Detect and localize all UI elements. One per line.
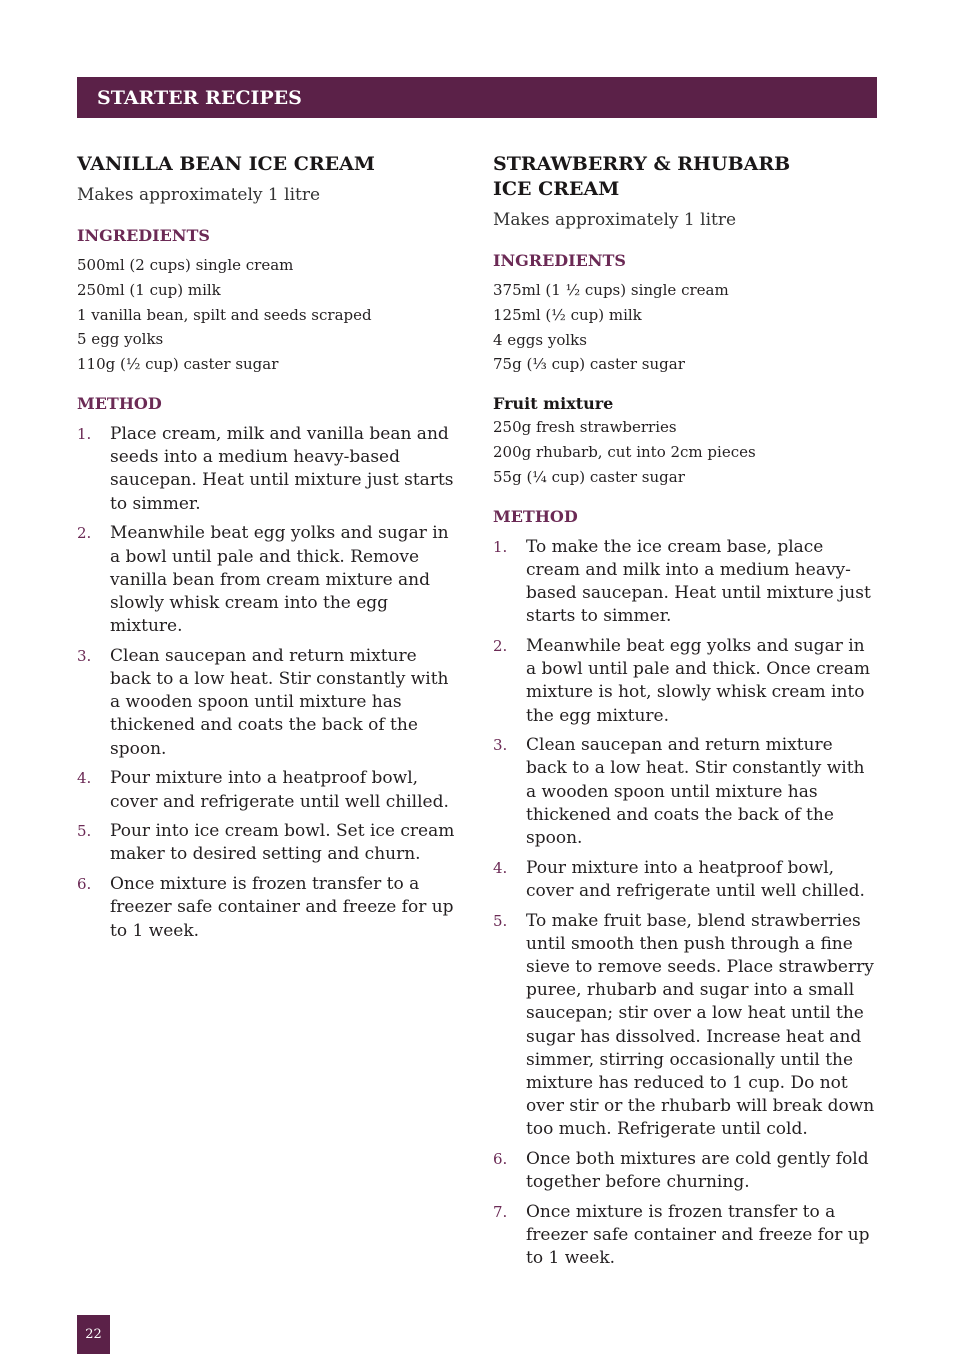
ingredients-heading: INGREDIENTS bbox=[77, 226, 210, 245]
ingredient-item: 55g (¼ cup) caster sugar bbox=[493, 467, 685, 486]
ingredient-item: 1 vanilla bean, spilt and seeds scraped bbox=[77, 305, 372, 324]
step-text: To make the ice cream base, place cream and milk into a medium heavy-based saucepan. Heat until mixture just starts to simmer. bbox=[526, 536, 871, 627]
recipe-strawberry-rhubarb bbox=[493, 152, 877, 1277]
method-step bbox=[77, 873, 461, 943]
step-text: Once both mixtures are cold gently fold together before churning. bbox=[526, 1149, 869, 1193]
ingredient-item: 250ml (1 cup) milk bbox=[77, 280, 221, 299]
recipe-title: STRAWBERRY & RHUBARB ICE CREAM bbox=[493, 153, 791, 200]
step-number: 2. bbox=[77, 524, 92, 543]
step-text: To make fruit base, blend strawberries until smooth then push through a fine sieve to remove seeds. Place strawberry puree, rhubarb and sugar into a small saucepan; stir over a low heat until the sugar has dissolved. Increase heat and simmer, stirring occasionally until the mixture has reduced to 1 cup. Do not over stir or the rhubarb will break down too much. Refrigerate until cold. bbox=[526, 910, 875, 1140]
ingredient-item: 125ml (½ cup) milk bbox=[493, 305, 642, 324]
method-step bbox=[493, 536, 877, 629]
step-text: Pour mixture into a heatproof bowl, cover and refrigerate until well chilled. bbox=[526, 857, 865, 901]
page-number-text: 22 bbox=[85, 1327, 102, 1342]
step-text: Once mixture is frozen transfer to a freezer safe container and freeze for up to 1 week. bbox=[110, 874, 454, 941]
step-number: 4. bbox=[493, 858, 508, 877]
step-text: Once mixture is frozen transfer to a freezer safe container and freeze for up to 1 week. bbox=[526, 1202, 870, 1269]
step-text: Meanwhile beat egg yolks and sugar in a bowl until pale and thick. Once cream mixture is hot, slowly whisk cream into the egg mixture. bbox=[526, 635, 871, 726]
recipe-title: VANILLA BEAN ICE CREAM bbox=[77, 153, 375, 175]
step-number: 2. bbox=[493, 636, 508, 655]
step-number: 6. bbox=[493, 1150, 508, 1169]
method-step bbox=[77, 522, 461, 638]
step-text: Clean saucepan and return mixture back to a low heat. Stir constantly with a wooden spoon until mixture has thickened and coats the back of the spoon. bbox=[110, 645, 449, 759]
method-step bbox=[77, 820, 461, 866]
step-text: Pour mixture into a heatproof bowl, cover and refrigerate until well chilled. bbox=[110, 768, 449, 812]
method-step bbox=[493, 635, 877, 728]
step-number: 4. bbox=[77, 769, 92, 788]
step-number: 5. bbox=[77, 822, 92, 841]
ingredient-item: 500ml (2 cups) single cream bbox=[77, 256, 294, 274]
step-text: Place cream, milk and vanilla bean and seeds into a medium heavy-based saucepan. Heat until mixture just starts to simmer. bbox=[110, 423, 454, 514]
step-text: Pour into ice cream bowl. Set ice cream maker to desired setting and churn. bbox=[110, 821, 455, 865]
step-number: 7. bbox=[493, 1203, 508, 1222]
ingredient-item: 5 egg yolks bbox=[77, 330, 164, 349]
page-number bbox=[77, 1315, 110, 1354]
method-heading: METHOD bbox=[77, 393, 162, 413]
ingredients-list bbox=[77, 253, 461, 377]
ingredient-item: 110g (½ cup) caster sugar bbox=[77, 355, 279, 374]
method-step bbox=[493, 734, 877, 850]
fruit-ingredients-list bbox=[493, 415, 877, 489]
fruit-mixture-heading: Fruit mixture bbox=[493, 394, 614, 414]
step-number: 6. bbox=[77, 875, 92, 894]
recipe-vanilla-bean bbox=[77, 152, 461, 949]
ingredient-item: 75g (⅓ cup) caster sugar bbox=[493, 355, 685, 374]
ingredient-item: 375ml (1 ½ cups) single cream bbox=[493, 281, 729, 299]
step-number: 3. bbox=[77, 646, 92, 665]
ingredients-list bbox=[493, 278, 877, 377]
method-heading: METHOD bbox=[493, 506, 578, 526]
step-number: 1. bbox=[493, 537, 508, 556]
banner-title: STARTER RECIPES bbox=[97, 86, 302, 109]
step-number: 1. bbox=[77, 424, 92, 443]
method-list bbox=[493, 536, 877, 1271]
method-step bbox=[493, 910, 877, 1142]
method-step bbox=[77, 645, 461, 761]
method-step bbox=[493, 1201, 877, 1271]
step-text: Meanwhile beat egg yolks and sugar in a bowl until pale and thick. Remove vanilla bean from cream mixture and slowly whisk cream into the egg mixture. bbox=[110, 523, 449, 637]
method-step bbox=[77, 423, 461, 516]
ingredient-item: 250g fresh strawberries bbox=[493, 418, 677, 437]
ingredient-item: 200g rhubarb, cut into 2cm pieces bbox=[493, 442, 756, 461]
step-number: 3. bbox=[493, 736, 508, 755]
section-banner bbox=[77, 77, 877, 118]
step-text: Clean saucepan and return mixture back to a low heat. Stir constantly with a wooden spoon until mixture has thickened and coats the back of the spoon. bbox=[526, 735, 865, 849]
ingredients-heading: INGREDIENTS bbox=[493, 251, 626, 270]
method-step bbox=[493, 857, 877, 903]
ingredient-item: 4 eggs yolks bbox=[493, 330, 587, 349]
recipe-yield: Makes approximately 1 litre bbox=[77, 185, 321, 205]
recipe-yield: Makes approximately 1 litre bbox=[493, 210, 737, 230]
step-number: 5. bbox=[493, 911, 508, 930]
method-list bbox=[77, 423, 461, 943]
method-step bbox=[77, 767, 461, 813]
method-step bbox=[493, 1148, 877, 1194]
